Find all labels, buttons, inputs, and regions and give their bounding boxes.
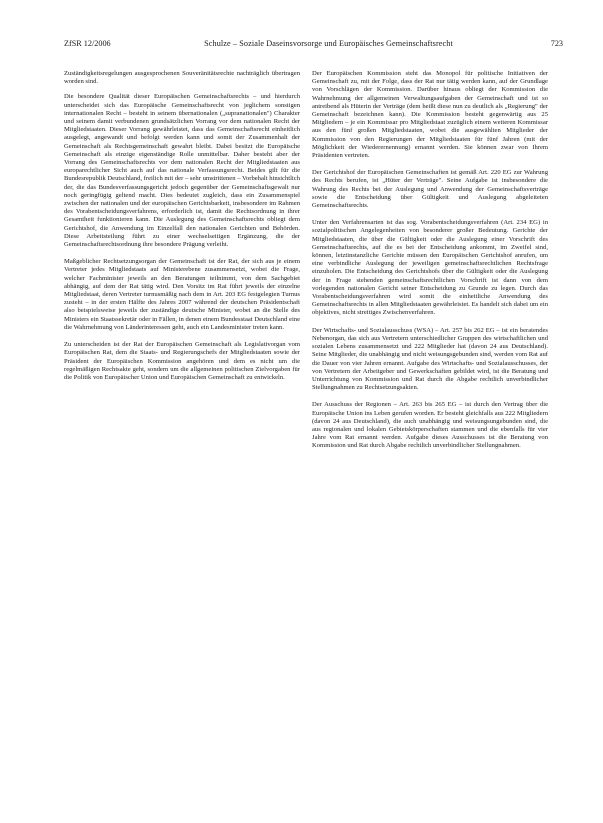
right-paragraph-4: Der Wirtschafts- und Sozialausschuss (WSA) – Art. 257 bis 262 EG – ist ein beratendes Nebenorgan, das sich aus Vertretern unterschiedlicher Gruppen des wirtschaftlichen und sozialen Lebens zusammensetzt und 222 Mitglieder hat (davon 24 aus Deutschland). Seine Mitglieder, die unabhängig und nicht weisungsgebunden sind, werden vom Rat auf die Dauer von vier Jahren ernannt. Aufgabe des Wirtschafts- und Sozialausschusses, der von Vertretern der Arbeitgeber und Gewerkschaften gebildet wird, ist die Beratung und Unterrichtung von Kommission und Rat durch die Abgabe rechtlich unverbindlicher Stellungnahmen zu Rechtsetzungsakten. xyxy=(312,326,548,392)
right-paragraph-2: Der Gerichtshof der Europäischen Gemeinschaften ist gemäß Art. 220 EG zur Wahrung des Rechts berufen, ist „Hüter der Verträge". Seine Aufgabe ist insbesondere die Wahrung des Rechts bei der Auslegung und Anwendung der Gemeinschaftsverträge sowie die Entscheidung über Gültigkeit und Auslegung abgeleiteten Gemeinschaftsrechts. xyxy=(312,169,548,210)
right-column xyxy=(312,70,548,458)
journal-citation: ZfSR 12/2006 xyxy=(64,38,111,48)
left-paragraph-3: Maßgeblicher Rechtsetzungsorgan der Gemeinschaft ist der Rat, der sich aus je einem Vertreter jedes Mitgliedstaats auf Ministerebene zusammensetzt, wobei die Frage, welcher Fachminister jeweils an den Beratungen teilnimmt, von dem Sachgebiet abhängig, auf dem der Rat tätig wird. Den Vorsitz im Rat führt jeweils der einzelne Mitgliedstaat, deren Vertreter turnusmäßig nach dem in Art. 203 EG festgelegten Turnus zusteht – in der ersten Hälfte des Jahres 2007 während der deutschen Präsidentschaft also beispielsweise jeweils der zuständige deutsche Minister, wobei an die Stelle des Ministers ein Staatssekretär oder in Fällen, in denen einem Bundesstaat Deutschland eine die Wahrnehmung von Länderinteressen geht, auch ein Landesminister treten kann. xyxy=(64,258,300,331)
page-header xyxy=(64,36,563,50)
right-paragraph-1: Der Europäischen Kommission steht das Monopol für politische Initiativen der Gemeinschaft zu, mit der Folge, dass der Rat nur tätig werden kann, auf der Grundlage von Vorschlägen der Kommission. Darüber hinaus obliegt der Kommission die Wahrnehmung der allgemeinen Verwaltungsaufgaben der Gemeinschaft und ist so antreibend als Hüterin der Verträge (dem heißt diese nun zu deutlich als „Regierung" der Gemeinschaft bezeichnen kann). Die Kommission besteht gegenwärtig aus 25 Mitgliedern – je ein Kommissar pro Mitgliedstaat zuzüglich einem weiteren Kommissar aus den fünf großen Mitgliedstaaten, wobei die ausgewählten Mitglieder der Kommission von den Regierungen der Mitgliedstaaten für fünf Jahren (mit der Möglichkeit der Wiederernennung) ernannt werden. Sie können zwar von Ihrem Präsidenten vertreten. xyxy=(312,70,548,160)
left-paragraph-4: Zu unterscheiden ist der Rat der Europäischen Gemeinschaft als Legislativorgan vom Europäischen Rat, dem die Staats- und Regierungschefs der Mitgliedstaaten sowie der Präsident der Europäischen Kommission angehören und dem es nicht um die regelmäßigen Rechtsakte geht, sondern um die allgemeinen politischen Zielvorgaben für die Politik von Europäischer Union und Europäischen Gemeinschaft zu entwickeln. xyxy=(64,341,300,381)
left-paragraph-1: Zuständigkeitsregelungen ausgesprochenen Souveränitätsrechte nachträglich übertragen worden sind. xyxy=(64,70,300,86)
right-paragraph-3: Unter den Verfahrensarten ist das sog. Vorabentscheidungsverfahren (Art. 234 EG) in sozialpolitischen Angelegenheiten von besonderer großer Bedeutung. Gerichte der Mitgliedstaaten, die über die Gültigkeit oder die Auslegung einer Vorschrift des Gemeinschaftsrechts, auf die es bei der Entscheidung ankommt, im Zweifel sind, können, letztinstanzliche Gerichte müssen den Europäischen Gerichtshof anrufen, um eine verbindliche Auslegung der jeweiligen gemeinschaftsrechtlichen Rechtsfrage einzuholen. Die Entscheidung des Gerichtshofs über die Gültigkeit oder die Auslegung der in Frage stehenden gemeinschaftsrechtlichen Vorschrift ist dann von dem vorlegenden nationalen Gericht seiner Entscheidung zu Grunde zu legen. Durch das Vorabentscheidungsverfahren wird somit die einheitliche Anwendung des Gemeinschaftsrechts in allen Mitgliedstaaten gewährleistet. Es handelt sich dabei um ein objektives, nicht streitiges Zwischenverfahren. xyxy=(312,219,548,317)
left-paragraph-2: Die besondere Qualität dieser Europäischen Gemeinschaftsrechts – und hierdurch unterscheidet sich das Europäische Gemeinschaftsrecht von jeglichem sonstigen internationalen Recht – besteht in seinem übernationalen („supranationalen") Charakter und seinem damit verbundenen grundsätzlichen Vorrang vor dem nationalen Recht der Mitgliedstaaten. Dieser Vorrang gewährleistet, dass das Gemeinschaftsrecht einheitlich ausgelegt, angewandt und befolgt werden kann und somit der Zusammenhalt der Gemeinschaft als Rechtsgemeinschaft gewahrt bleibt. Dabei besitzt die Europäische Gemeinschaft als einzige eigenständige Rolle unmittelbar. Daher besteht aber der Vorrang des Gemeinschaftsrechts vor dem nationalen Recht der Mitgliedstaaten aus europarechtlicher Sicht auch auf das nationale Verfassungsrecht. Beides gilt für die Bundesrepublik Deutschland, freilich mit der – sehr umstrittenen – Vorbehalt hinsichtlich der, die das Bundesverfassungsgericht jedoch gegenüber der Gemeinschaftsgewalt nur noch geringfügig geltend macht. Dies bedeutet zugleich, dass ein Zusammenspiel zwischen der nationalen und der europäischen Gerichtsbarkeit, insbesondere im Rahmen des Vorabentscheidungsverfahrens, erforderlich ist, damit die Rechtsordnung in ihrer Gesamtheit funktionieren kann. Die Auslegung des Gemeinschaftsrechts obliegt dem Gerichtshof, die Anwendung im Einzelfall den nationalen Gerichten und Behörden. Diese Arbeitsteilung führt zu einer wechselseitigen Ergänzung, die der Gemeinschaftsrechtsordnung ihre besondere Prägung verleiht. xyxy=(64,93,300,249)
right-paragraph-5: Der Ausschuss der Regionen – Art. 263 bis 265 EG – ist durch den Vertrag über die Europäische Union ins Leben gerufen worden. Er besteht gleichfalls aus 222 Mitgliedern (davon 24 aus Deutschland), die auch unabhängig und weisungsungebunden sind, die aus regionalen und lokalen Gebietskörperschaften stammen und die ebenfalls für vier Jahre vom Rat ernannt werden. Aufgabe dieses Ausschusses ist die Beratung von Kommission und Rat durch Abgabe rechtlich unverbindlicher Stellungnahmen. xyxy=(312,401,548,450)
page-number: 723 xyxy=(550,38,563,48)
left-column xyxy=(64,70,300,389)
running-title: Schulze – Soziale Daseinsvorsorge und Europäisches Gemeinschaftsrecht xyxy=(204,38,453,48)
